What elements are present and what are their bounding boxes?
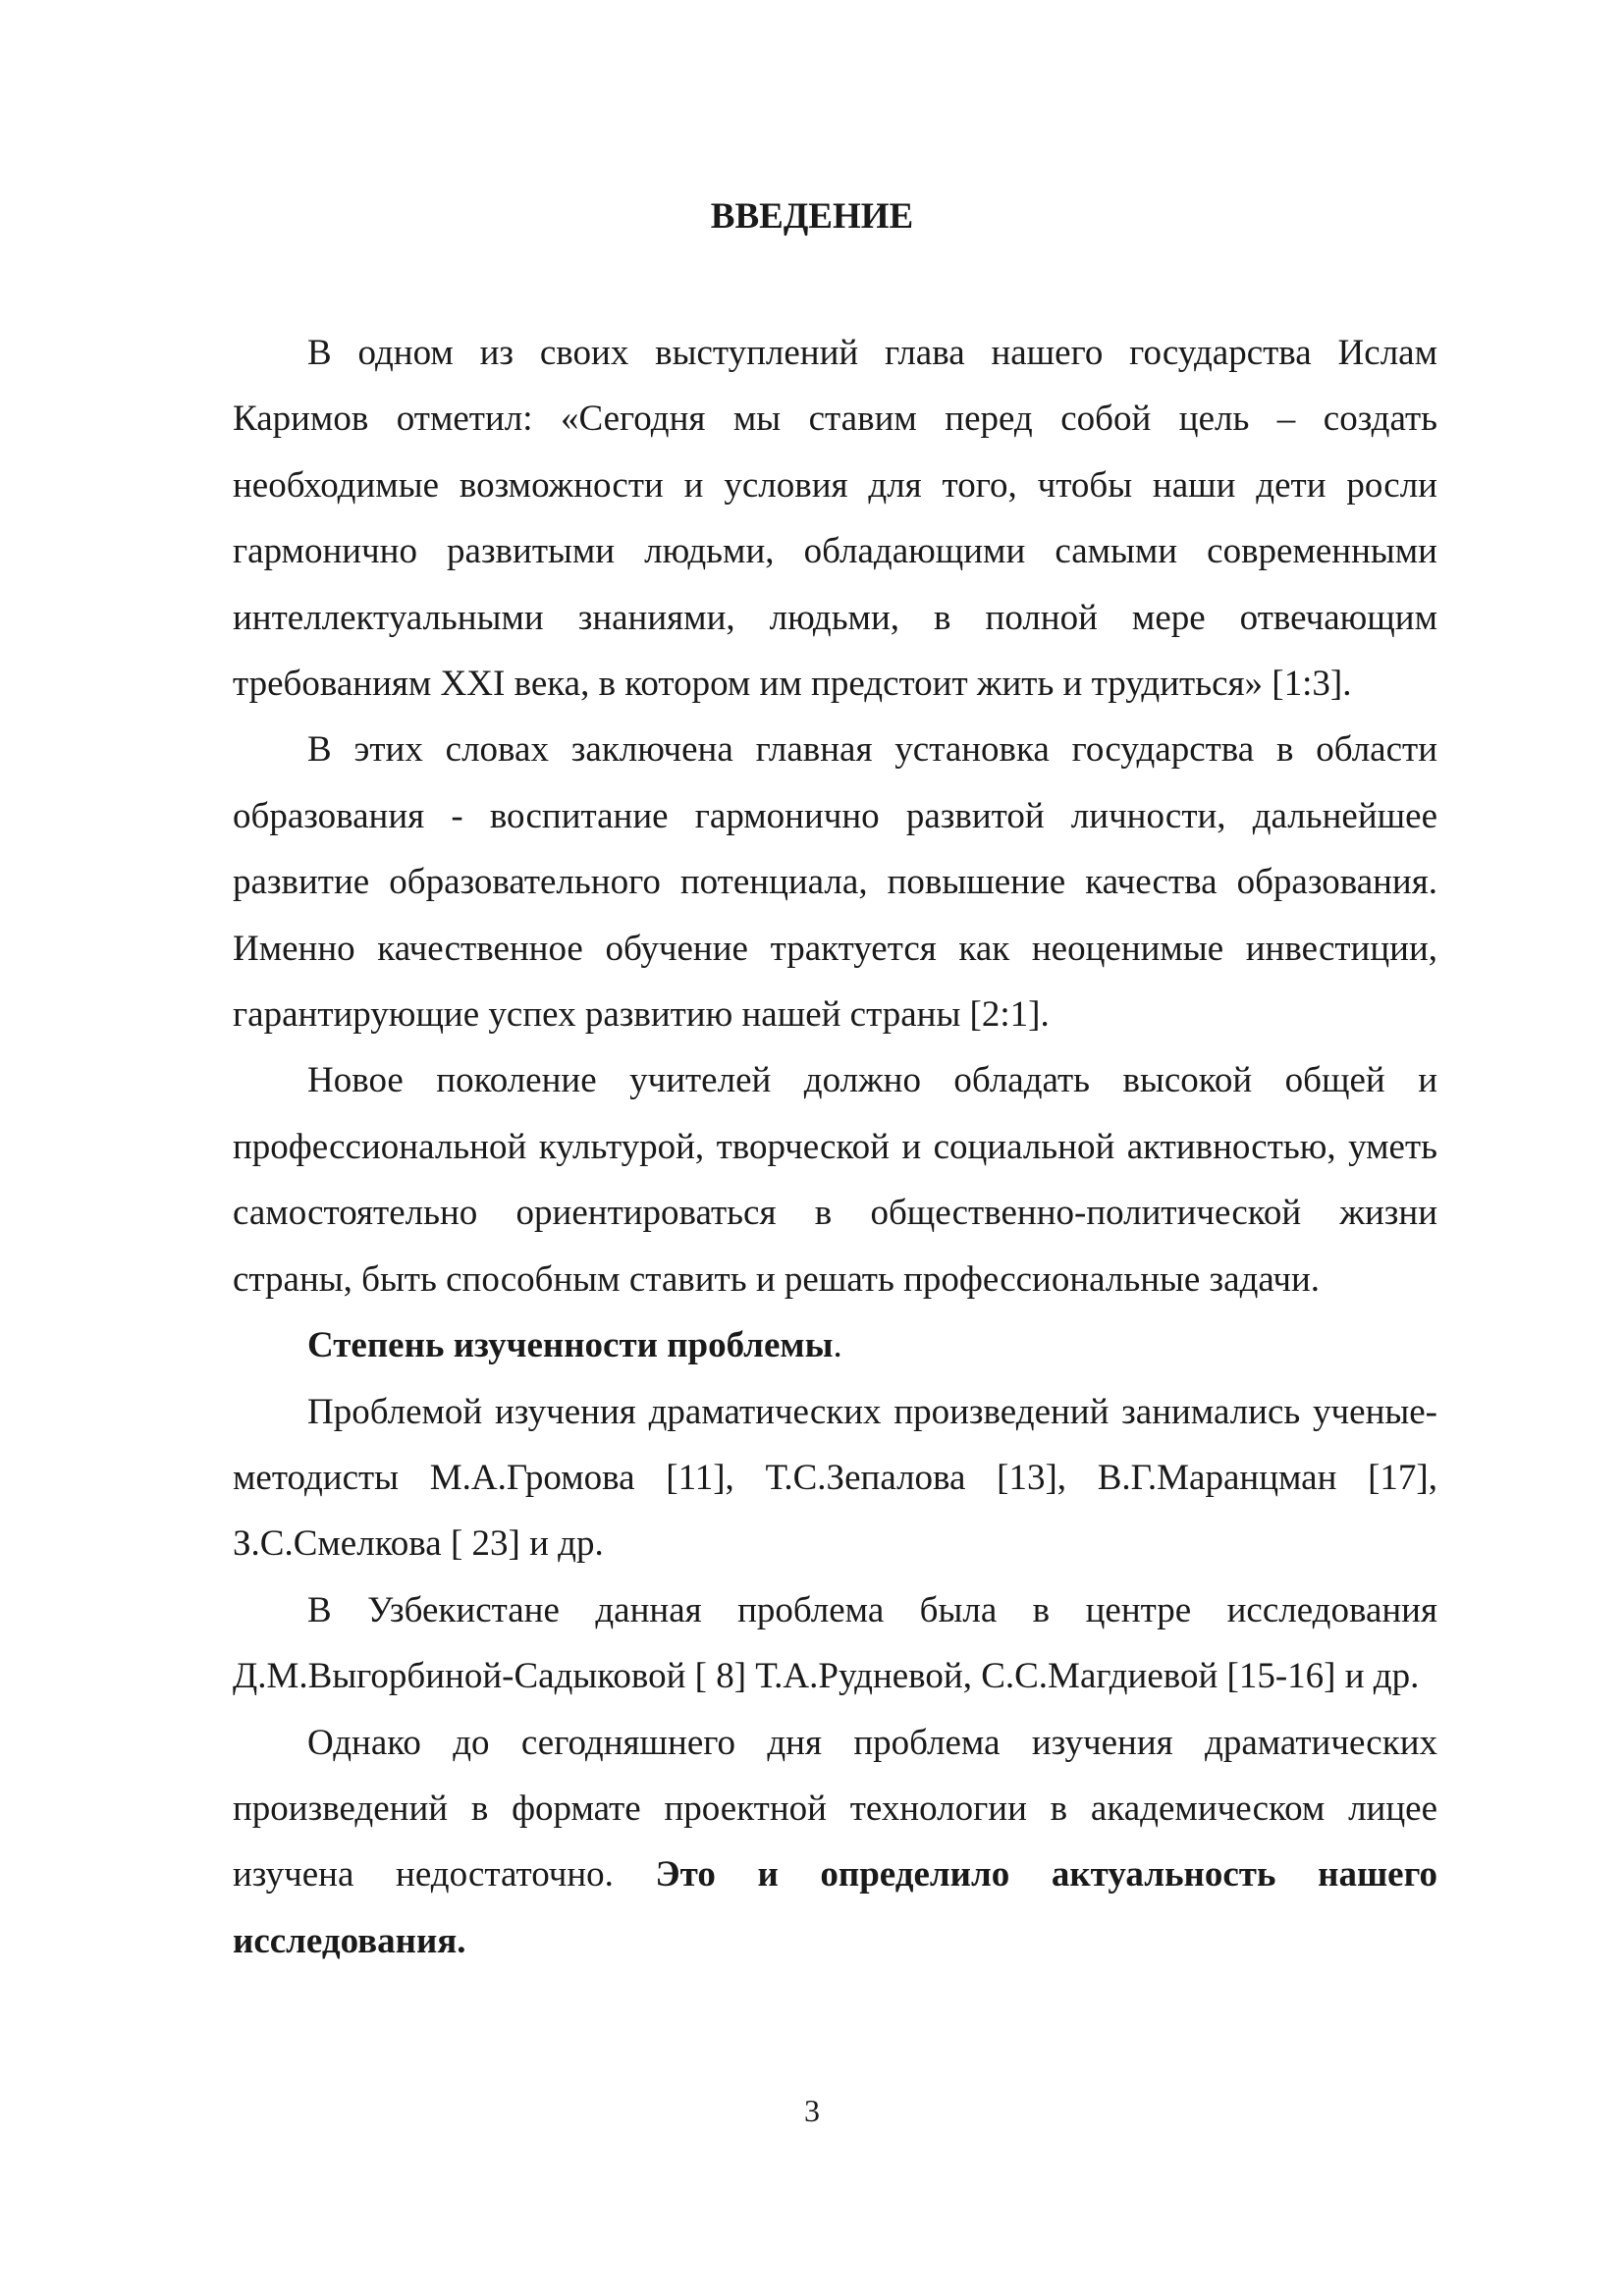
- relevance-statement: Это и определило актуальность нашего исследования.: [233, 1854, 1437, 1961]
- paragraph-7: [233, 1710, 1437, 1975]
- paragraph-5: Проблемой изучения драматических произведений занимались ученые-методисты М.А.Громова [11], Т.С.Зепалова [13], В.Г.Маранцман [17], З.С.Смелкова [ 23] и др.: [233, 1391, 1437, 1565]
- page-number: 3: [804, 2093, 820, 2128]
- paragraph-4: [233, 1312, 1437, 1378]
- paragraph-7-text: Однако до сегодняшнего дня проблема изучения драматических произведений в формате проектной технологии в академическом лицее изучена недостаточно.: [233, 1722, 1437, 1896]
- subsection-heading: Степень изученности проблемы: [307, 1325, 834, 1366]
- paragraph-2: В этих словах заключена главная установка государства в области образования - воспитание гармонично развитой личности, дальнейшее развитие образовательного потенциала, повышение качества образования. Именно качественное обучение трактуется как неоценимые инвестиции, гарантирующие успех развитию нашей страны [2:1].: [233, 729, 1437, 1036]
- paragraph-1: В одном из своих выступлений глава нашего государства Ислам Каримов отметил: «Сегодня мы ставим перед собой цель – создать необходимые возможности и условия для того, чтобы наши дети росли гармонично развитыми людьми, обладающими самыми современными интеллектуальными знаниями, людьми, в полной мере отвечающим требованиям XXI века, в котором им предстоит жить и трудиться» [1:3].: [233, 333, 1437, 705]
- paragraph-3: Новое поколение учителей должно обладать высокой общей и профессиональной культурой, творческой и социальной активностью, уметь самостоятельно ориентироваться в общественно-политической жизни страны, быть способным ставить и решать профессиональные задачи.: [233, 1060, 1437, 1300]
- paragraph-6: В Узбекистане данная проблема была в центре исследования Д.М.Выгорбиной-Садыковой [ 8] Т.А.Рудневой, С.С.Магдиевой [15-16] и др.: [233, 1589, 1437, 1697]
- document-body: [233, 320, 1437, 1974]
- heading-period: .: [833, 1325, 842, 1366]
- section-title: ВВЕДЕНИЕ: [710, 196, 914, 237]
